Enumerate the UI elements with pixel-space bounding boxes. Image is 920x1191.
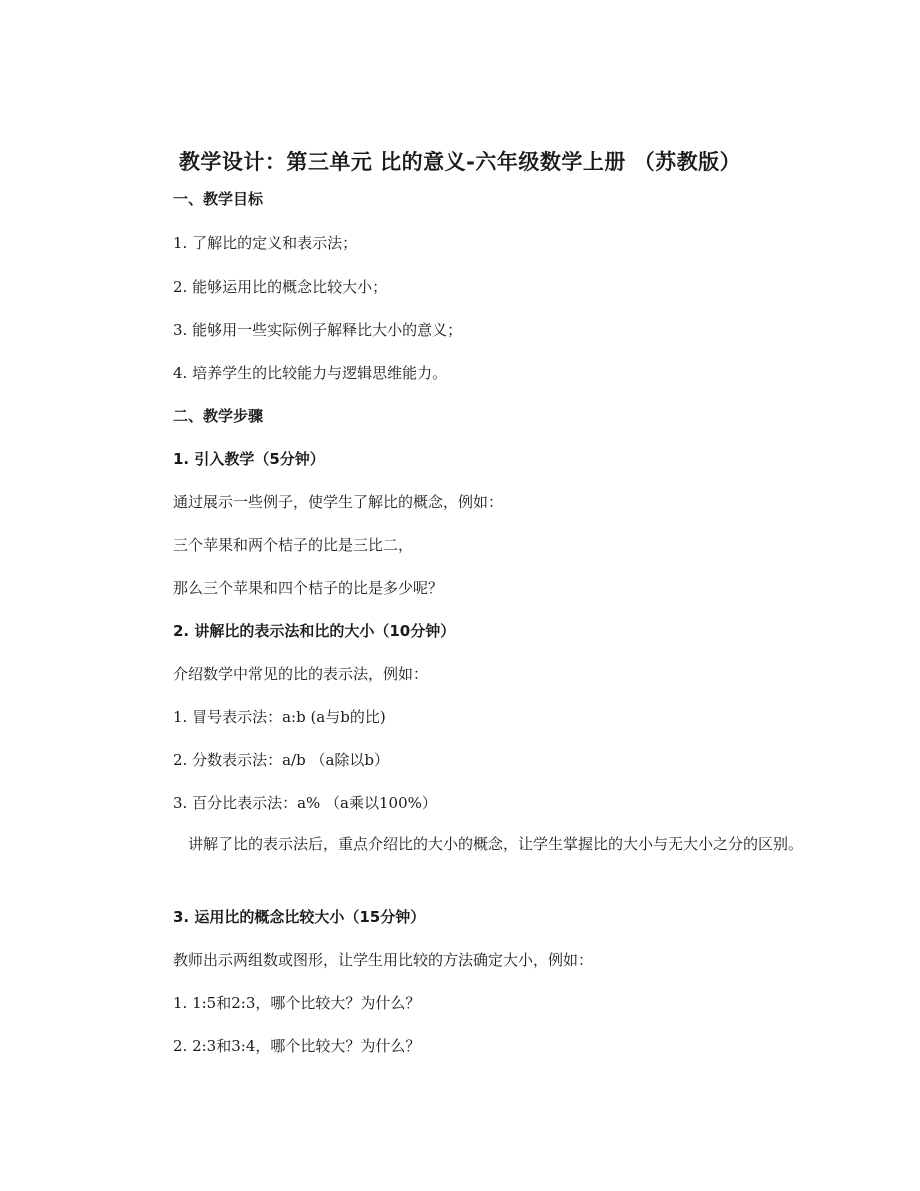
- step-heading: 3. 运用比的概念比较大小（15分钟）: [173, 908, 426, 926]
- objective-item: 2. 能够运用比的概念比较大小；: [173, 278, 388, 296]
- objective-item: 3. 能够用一些实际例子解释比大小的意义；: [173, 321, 463, 339]
- document-title: 教学设计：第三单元 比的意义-六年级数学上册 （苏教版）: [178, 150, 742, 174]
- step-line: 教师出示两组数或图形，让学生用比较的方法确定大小，例如：: [173, 951, 594, 969]
- step-line: 2. 2:3和3:4，哪个比较大？为什么？: [173, 1037, 421, 1055]
- step-line: 1. 冒号表示法：a:b (a与b的比): [173, 708, 386, 726]
- step-line: 1. 1:5和2:3，哪个比较大？为什么？: [173, 994, 421, 1012]
- step-line: 通过展示一些例子，使学生了解比的概念，例如：: [173, 493, 504, 511]
- objective-item: 4. 培养学生的比较能力与逻辑思维能力。: [173, 364, 448, 382]
- section-heading-objectives: 一、教学目标: [173, 190, 264, 208]
- step-heading: 1. 引入教学（5分钟）: [173, 450, 325, 468]
- step-line: 三个苹果和两个桔子的比是三比二，: [173, 536, 414, 554]
- step-heading: 2. 讲解比的表示法和比的大小（10分钟）: [173, 622, 456, 640]
- step-line: 那么三个苹果和四个桔子的比是多少呢？: [173, 579, 444, 597]
- step-line: 3. 百分比表示法：a% （a乘以100%）: [173, 794, 437, 812]
- step-paragraph: 讲解了比的表示法后，重点介绍比的大小的概念，让学生掌握比的大小与无大小之分的区别。: [173, 835, 804, 853]
- step-line: 2. 分数表示法：a/b （a除以b）: [173, 751, 389, 769]
- step-line: 介绍数学中常见的比的表示法，例如：: [173, 665, 429, 683]
- section-heading-steps: 二、教学步骤: [173, 407, 264, 425]
- objective-item: 1. 了解比的定义和表示法；: [173, 234, 358, 252]
